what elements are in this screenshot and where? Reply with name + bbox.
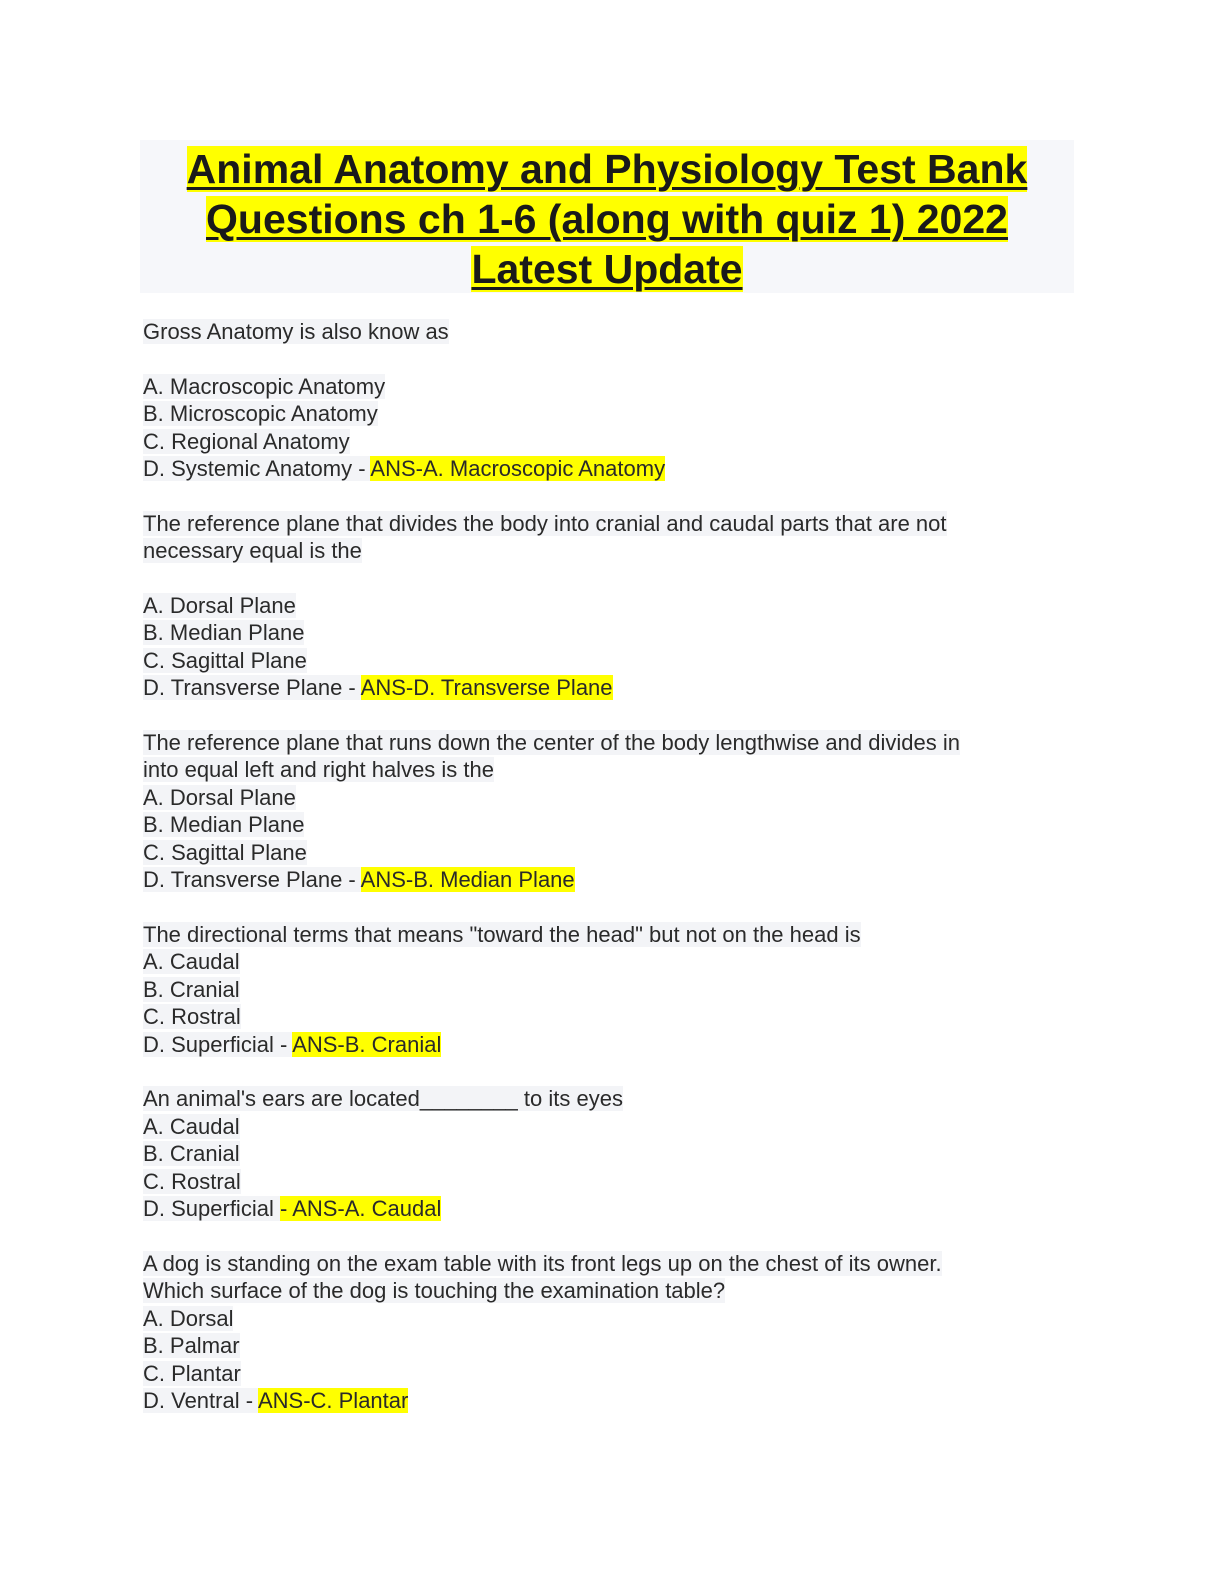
answer-option-text: B. Palmar <box>143 1333 240 1358</box>
answer-separator: - <box>352 456 371 481</box>
answer-option <box>143 674 1043 702</box>
title-line: Latest Update <box>471 246 743 292</box>
answer-option-text: B. Cranial <box>143 976 240 1002</box>
answer-option <box>143 948 1043 976</box>
answer-option <box>143 400 1043 428</box>
answer-separator: - <box>273 1031 293 1057</box>
question-block <box>143 729 1043 894</box>
answer-option-text: D. Systemic Anatomy <box>143 456 353 481</box>
question-prompt <box>143 1250 1043 1278</box>
answer-option-text: A. Dorsal <box>143 1305 234 1331</box>
question-prompt <box>143 921 1043 949</box>
answer-option <box>143 1003 1043 1031</box>
question-prompt <box>143 756 1043 784</box>
title-line: Questions ch 1-6 (along with quiz 1) 2022 <box>206 196 1008 242</box>
question-block <box>143 1085 1043 1223</box>
answer-option-text: D. Transverse Plane <box>143 867 343 892</box>
answer-option-text: B. Median Plane <box>143 812 305 837</box>
question-prompt <box>143 1085 1043 1113</box>
question-prompt-text: A dog is standing on the exam table with its front legs up on the chest of its owner. <box>143 1250 942 1276</box>
answer-option <box>143 811 1043 839</box>
answer-option-text: D. Superficial <box>143 1196 274 1221</box>
question-prompt <box>143 729 1043 757</box>
answer-option-text: D. Transverse Plane <box>143 675 343 700</box>
spacer <box>143 565 1043 592</box>
question-prompt-text: necessary equal is the <box>143 538 362 563</box>
answer-option-text: C. Sagittal Plane <box>143 839 307 865</box>
answer-option-text: C. Regional Anatomy <box>143 428 350 454</box>
answer-separator: - <box>342 675 361 700</box>
answer-key-highlight: ANS-D. Transverse Plane <box>360 675 613 700</box>
question-prompt-text: The reference plane that runs down the center of the body lengthwise and divides in <box>143 729 960 755</box>
answer-option <box>143 428 1043 456</box>
question-prompt <box>143 510 1043 538</box>
answer-option-text: B. Median Plane <box>143 620 305 645</box>
answer-separator: - <box>342 867 361 892</box>
question-list <box>143 318 1043 1442</box>
spacer <box>143 346 1043 373</box>
answer-option-text: D. Ventral <box>143 1388 240 1413</box>
answer-option-text: A. Caudal <box>143 1113 240 1139</box>
answer-key-highlight: ANS-A. Macroscopic Anatomy <box>370 456 666 481</box>
answer-option <box>143 619 1043 647</box>
answer-option <box>143 839 1043 867</box>
answer-option-text: A. Dorsal Plane <box>143 592 296 618</box>
answer-key-highlight: - ANS-A. Caudal <box>279 1196 442 1221</box>
answer-option <box>143 647 1043 675</box>
answer-option-text: C. Plantar <box>143 1360 241 1386</box>
answer-option-text: C. Rostral <box>143 1168 241 1194</box>
answer-option <box>143 1140 1043 1168</box>
answer-option <box>143 1332 1043 1360</box>
answer-option-text: C. Rostral <box>143 1004 241 1029</box>
answer-option-text: D. Superficial <box>143 1031 274 1057</box>
question-prompt-text: Gross Anatomy is also know as <box>143 319 449 344</box>
answer-key-highlight: ANS-C. Plantar <box>257 1388 409 1413</box>
answer-option <box>143 455 1043 483</box>
document-title <box>140 140 1074 293</box>
answer-option <box>143 1113 1043 1141</box>
question-prompt-text: Which surface of the dog is touching the examination table? <box>143 1278 726 1303</box>
question-block <box>143 510 1043 702</box>
question-prompt-text: The reference plane that divides the body into cranial and caudal parts that are not <box>143 510 947 536</box>
question-prompt <box>143 537 1043 565</box>
answer-option <box>143 1195 1043 1223</box>
answer-option <box>143 1305 1043 1333</box>
answer-option-text: A. Caudal <box>143 949 240 974</box>
answer-option <box>143 592 1043 620</box>
answer-option <box>143 784 1043 812</box>
answer-option <box>143 1031 1043 1059</box>
question-prompt <box>143 318 1043 346</box>
answer-option-text: C. Sagittal Plane <box>143 647 307 673</box>
answer-option-text: B. Microscopic Anatomy <box>143 401 378 426</box>
answer-key-highlight: ANS-B. Cranial <box>292 1031 442 1057</box>
answer-option-text: A. Dorsal Plane <box>143 784 296 810</box>
title-line: Animal Anatomy and Physiology Test Bank <box>186 146 1028 192</box>
answer-option <box>143 1387 1043 1415</box>
question-block <box>143 921 1043 1059</box>
answer-option <box>143 976 1043 1004</box>
answer-key-highlight: ANS-B. Median Plane <box>360 867 575 892</box>
answer-option <box>143 1168 1043 1196</box>
answer-option <box>143 373 1043 401</box>
answer-option <box>143 1360 1043 1388</box>
question-block <box>143 318 1043 483</box>
question-prompt <box>143 1277 1043 1305</box>
question-prompt-text: An animal's ears are located________ to its eyes <box>143 1086 623 1111</box>
question-block <box>143 1250 1043 1415</box>
question-prompt-text: The directional terms that means "toward the head" but not on the head is <box>143 921 861 947</box>
answer-option-text: A. Macroscopic Anatomy <box>143 373 386 399</box>
answer-option <box>143 866 1043 894</box>
answer-separator: - <box>239 1388 258 1413</box>
question-prompt-text: into equal left and right halves is the <box>143 757 495 782</box>
answer-option-text: B. Cranial <box>143 1141 240 1166</box>
